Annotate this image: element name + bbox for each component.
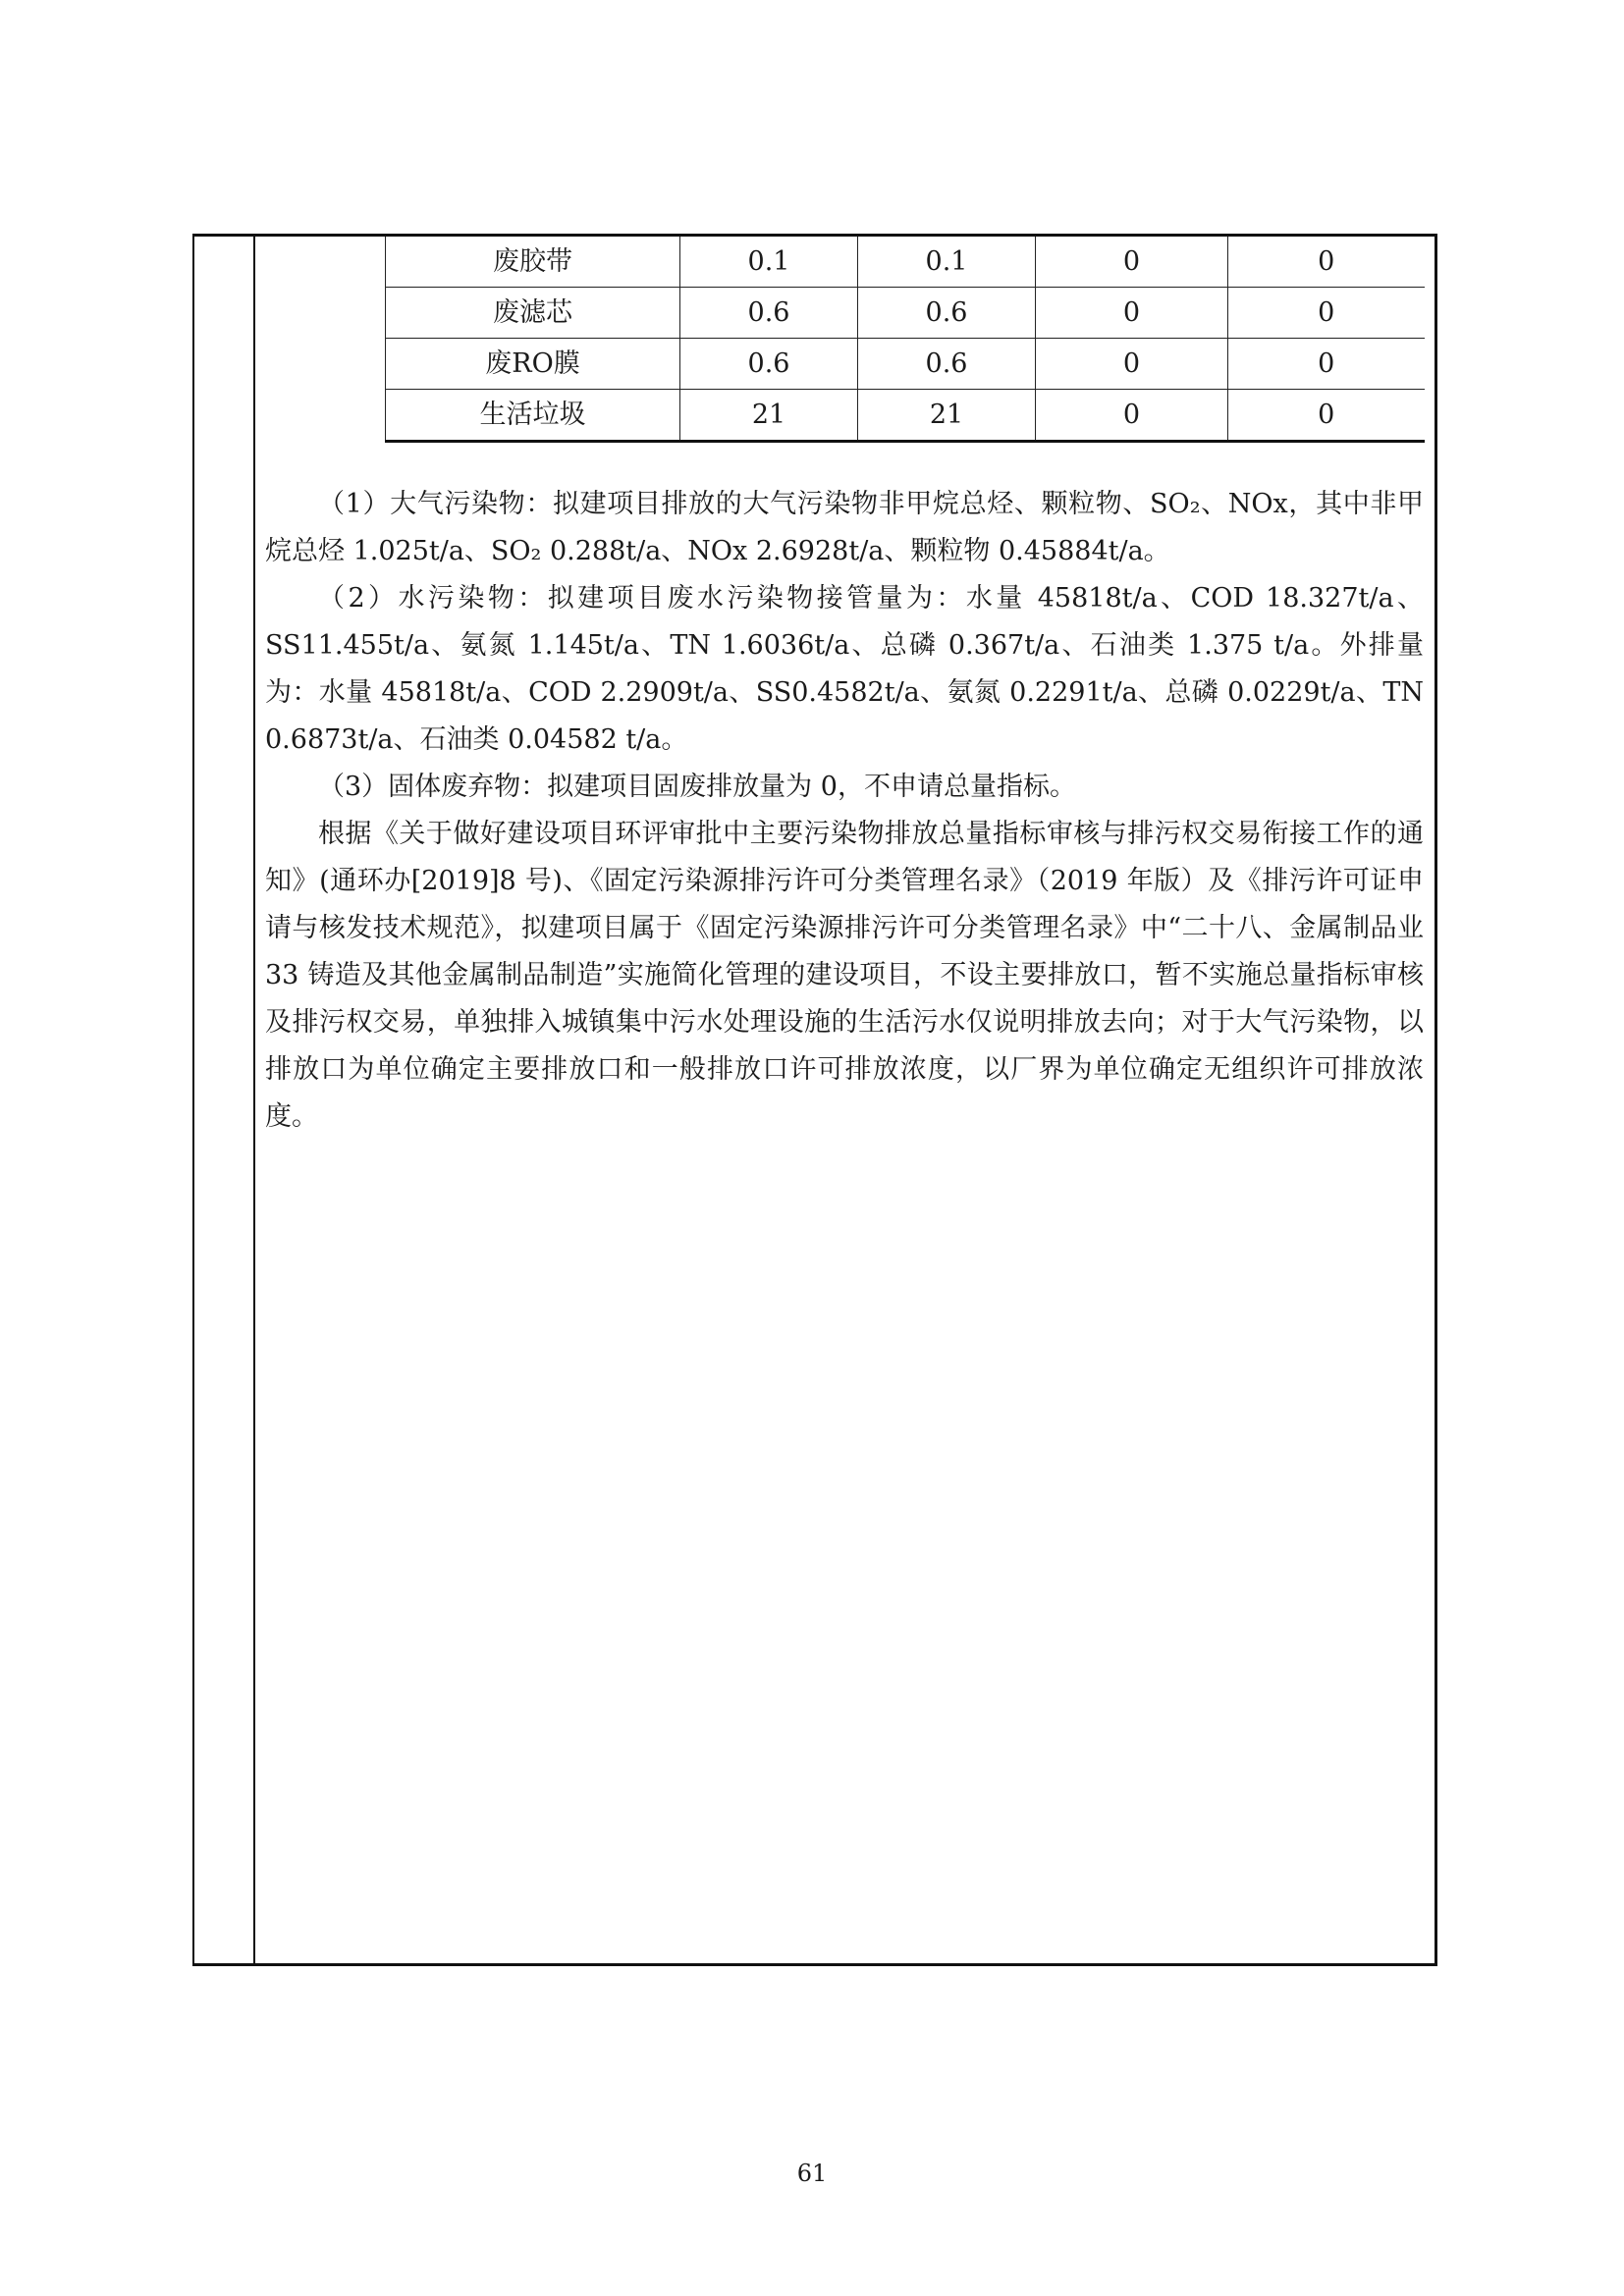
value-cell: 0 [1036, 288, 1228, 339]
value-cell: 0 [1228, 339, 1425, 390]
value-cell: 0.6 [680, 339, 858, 390]
body-text [265, 481, 1424, 1141]
value-cell: 21 [858, 390, 1036, 442]
waste-name-cell: 废胶带 [386, 237, 680, 288]
value-cell: 0.6 [858, 288, 1036, 339]
waste-name-cell: 生活垃圾 [386, 390, 680, 442]
left-column-divider [253, 234, 255, 1966]
paragraph-water-pollutants: （2）水污染物：拟建项目废水污染物接管量为：水量 45818t/a、COD 18.327t/a、SS11.455t/a、氨氮 1.145t/a、TN 1.6036t/a、总磷 0.367t/a、石油类 1.375 t/a。外排量为：水量 45818t/a、COD 2.2909t/a、SS0.4582t/a、氨氮 0.2291t/a、总磷 0.0229t/a、TN 0.6873t/a、石油类 0.04582 t/a。 [265, 583, 1424, 755]
table-row [386, 237, 1425, 288]
value-cell: 0.1 [858, 237, 1036, 288]
paragraph-air-pollutants: （1）大气污染物：拟建项目排放的大气污染物非甲烷总烃、颗粒物、SO₂、NOx，其中非甲烷总烃 1.025t/a、SO₂ 0.288t/a、NOx 2.6928t/a、颗粒物 0.45884t/a。 [265, 489, 1424, 566]
value-cell: 0 [1228, 288, 1425, 339]
table-row [386, 288, 1425, 339]
value-cell: 0 [1036, 237, 1228, 288]
waste-name-cell: 废RO膜 [386, 339, 680, 390]
value-cell: 0 [1228, 390, 1425, 442]
table-row [386, 390, 1425, 442]
value-cell: 0 [1036, 390, 1228, 442]
value-cell: 21 [680, 390, 858, 442]
value-cell: 0.6 [680, 288, 858, 339]
value-cell: 0.6 [858, 339, 1036, 390]
solid-waste-table [385, 237, 1425, 443]
value-cell: 0 [1036, 339, 1228, 390]
page-number: 61 [796, 2160, 828, 2187]
paragraph-permit-basis: 根据《关于做好建设项目环评审批中主要污染物排放总量指标审核与排污权交易衔接工作的通知》(通环办[2019]8 号)、《固定污染源排污许可分类管理名录》（2019 年版）及《排污许可证申请与核发技术规范》，拟建项目属于《固定污染源排污许可分类管理名录》中“二十八、金属制品业 33 铸造及其他金属制品制造”实施简化管理的建设项目，不设主要排放口，暂不实施总量指标审核及排污权交易，单独排入城镇集中污水处理设施的生活污水仅说明排放去向；对于大气污染物，以排放口为单位确定主要排放口和一般排放口许可排放浓度，以厂界为单位确定无组织许可排放浓度。 [265, 819, 1424, 1132]
table-row [386, 339, 1425, 390]
waste-name-cell: 废滤芯 [386, 288, 680, 339]
value-cell: 0.1 [680, 237, 858, 288]
paragraph-solid-waste: （3）固体废弃物：拟建项目固废排放量为 0，不申请总量指标。 [318, 772, 1076, 802]
value-cell: 0 [1228, 237, 1425, 288]
